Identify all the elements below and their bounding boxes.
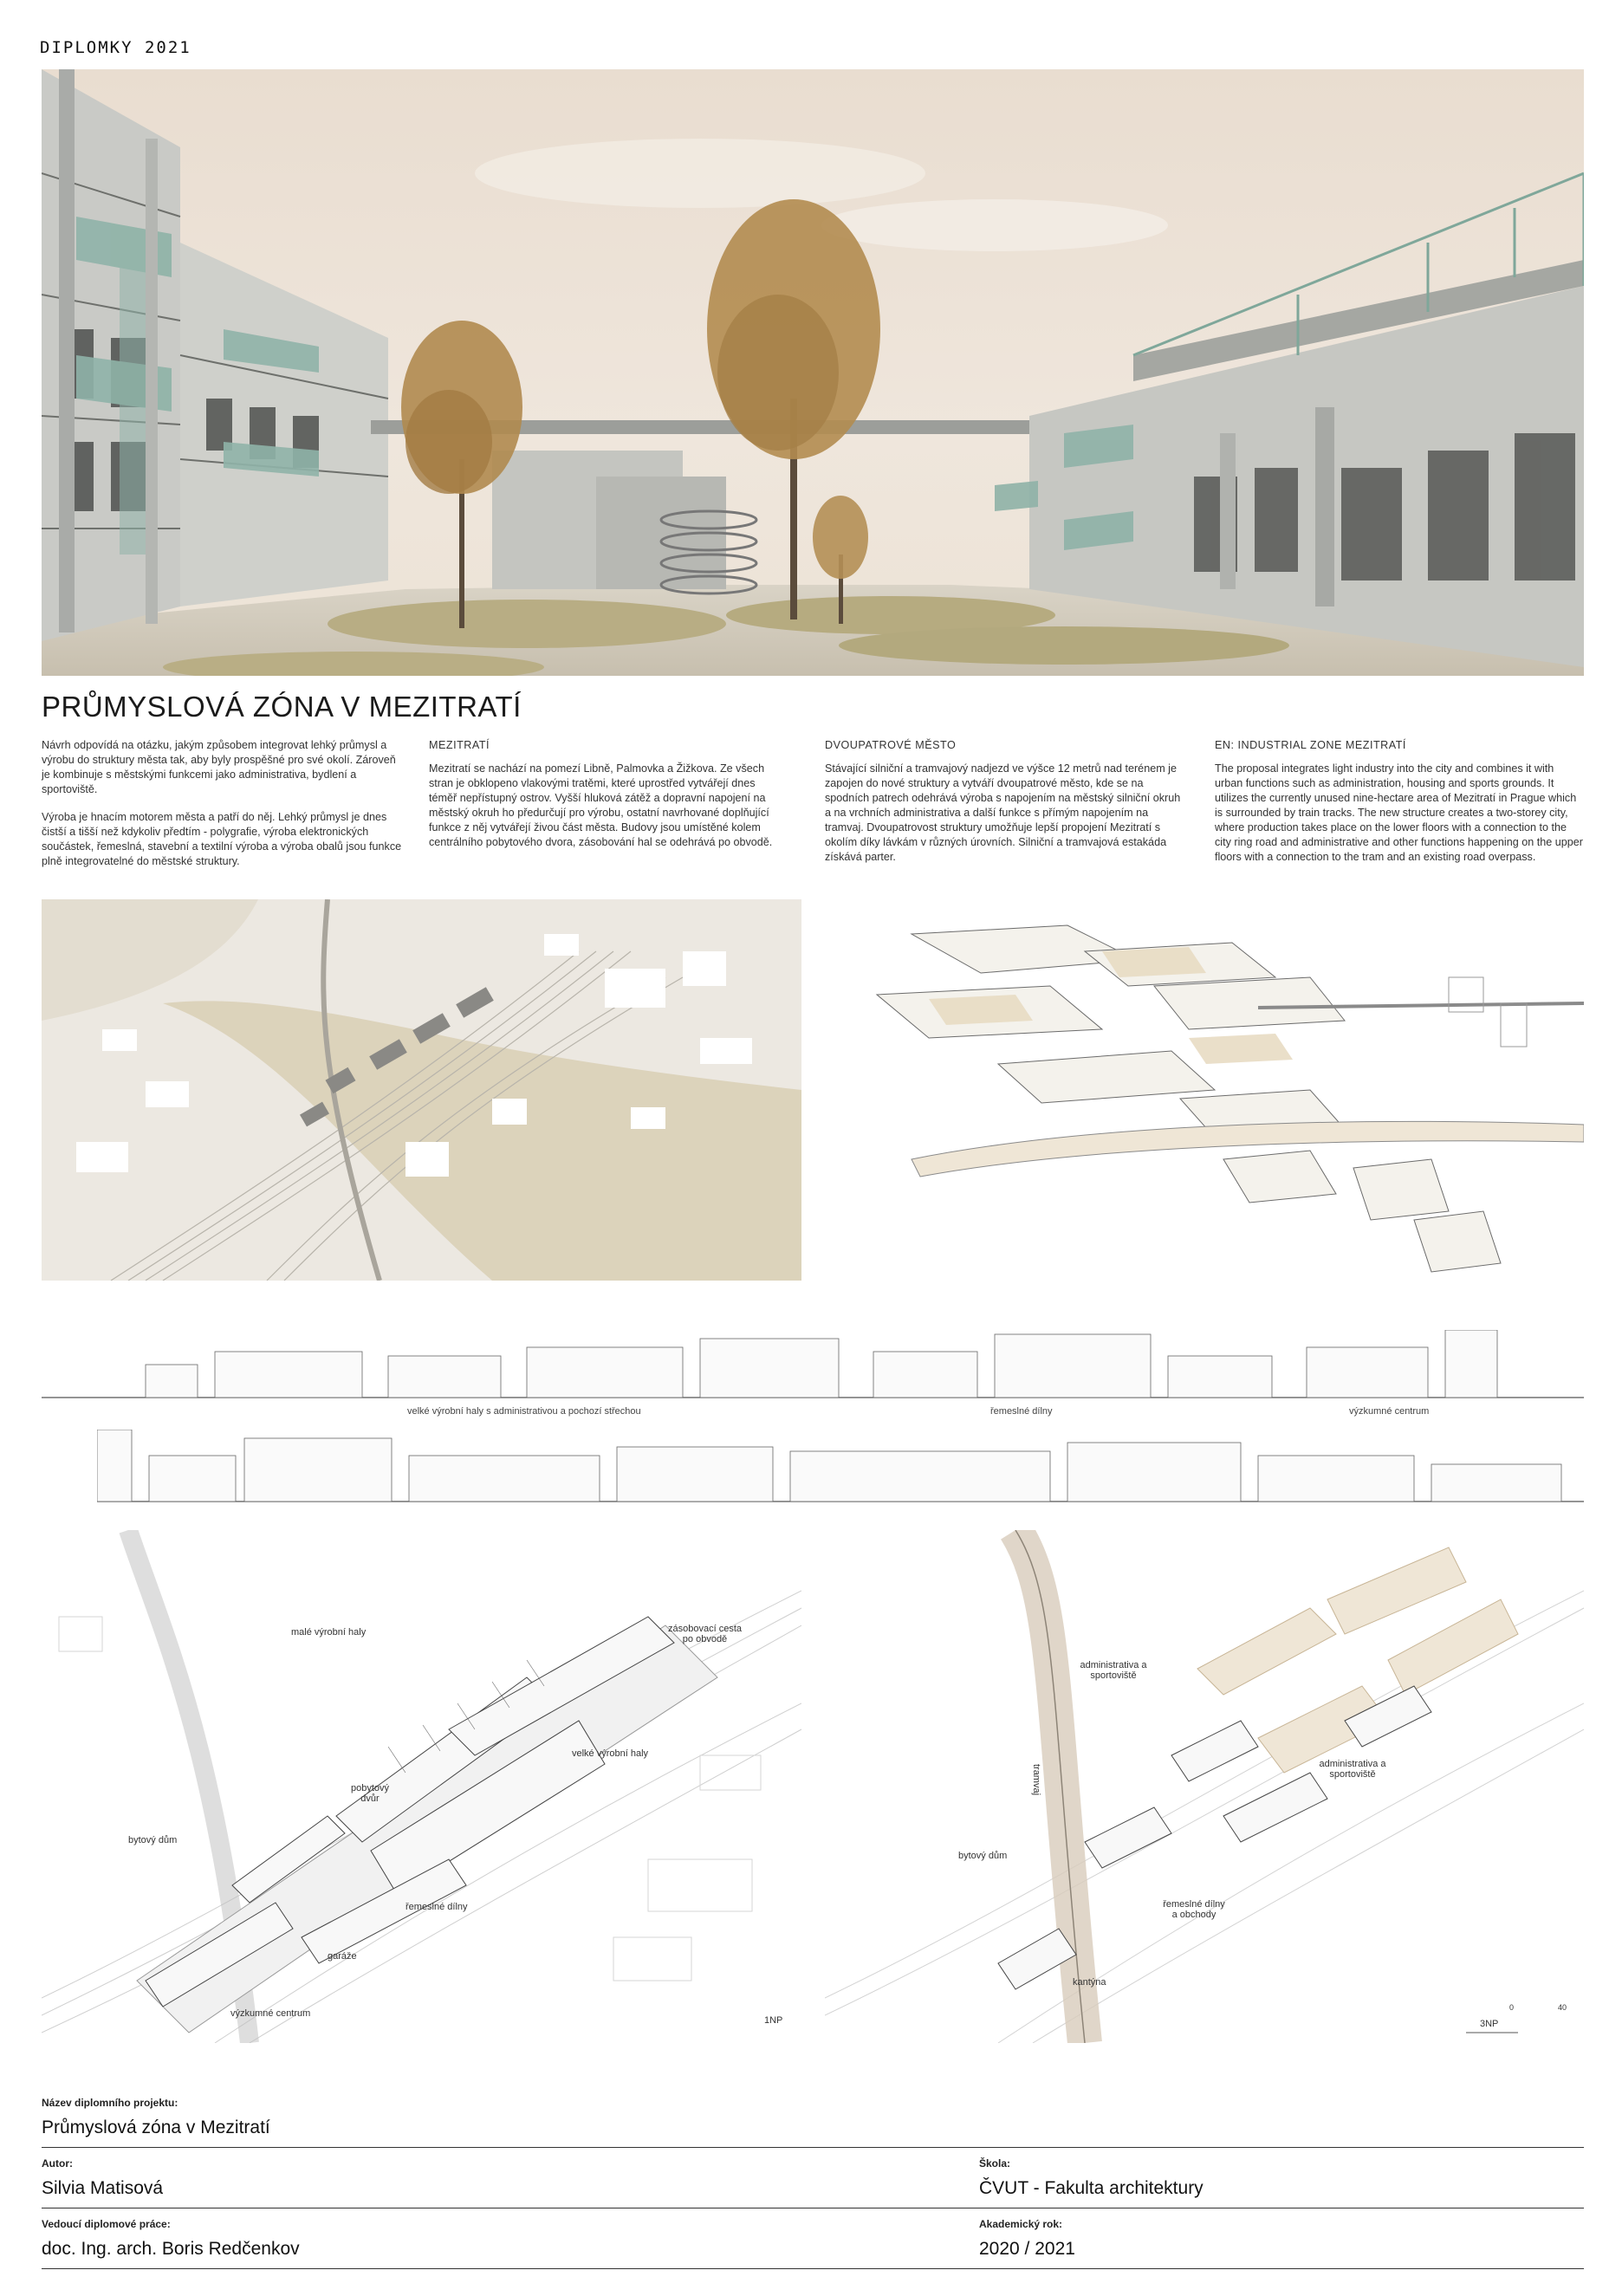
- footer-year-value: 2020 / 2021: [979, 2239, 1075, 2259]
- footer-supervisor-label: Vedoucí diplomové práce:: [42, 2218, 171, 2230]
- plan-1np-image: [42, 1530, 801, 2043]
- english-paragraph: The proposal integrates light industry into the city and combines it with urban functions such as administration, housing and sports grounds. It utilizes the currently unused nine-hectare area of Mezitratí in Prague which is surrounded by train tracks. The new structure creates a two-storey city, where production takes place on the lower floors with a connection to the city ring road and administrative and other functions happening on the upper floors with a connection to the tram and an existing road overpass.: [1215, 762, 1583, 863]
- footer-divider-1: [42, 2147, 1584, 2148]
- intro-paragraph-2: Výroba je hnacím motorem města a patří do něj. Lehký průmysl je dnes čistší a tišší než kdykoliv předtím - polygrafie, výroba elektronických součástek, řemeslná, stavební a textilní výroba a výroba obalů jsou funkce plně integrovatelné do městské struktury.: [42, 811, 402, 867]
- footer-divider-3: [42, 2268, 1584, 2269]
- axonometric-image: [825, 899, 1584, 1281]
- footer-school-value: ČVUT - Fakulta architektury: [979, 2178, 1204, 2198]
- english-heading: EN: INDUSTRIAL ZONE MEZITRATÍ: [1215, 739, 1406, 751]
- footer-project-value: Průmyslová zóna v Mezitratí: [42, 2118, 270, 2137]
- text-column-intro: [42, 738, 406, 882]
- footer-year-label: Akademický rok:: [979, 2218, 1063, 2230]
- footer-supervisor-value: doc. Ing. arch. Boris Redčenkov: [42, 2239, 300, 2259]
- plan1-label-velke-haly: velké výrobní haly: [572, 1748, 649, 1759]
- dvoupatrove-heading: DVOUPATROVÉ MĚSTO: [825, 739, 957, 751]
- plan2-label-tramvaj: tramvaj: [1031, 1763, 1042, 1796]
- plan1-label-zasobovaci-cesta: zásobovací cesta po obvodě: [668, 1624, 742, 1644]
- mezitrati-paragraph: Mezitratí se nachází na pomezí Libně, Palmovka a Žižkova. Ze všech stran je obklopeno vlakovými tratěmi, které uprostřed vytvářejí dnes téměř nepřístupný ostrov. Vyšší hluková zátěž a dopravní napojení na městský okruh ho předurčují pro výrobu, ostatní navrhované doplňující funkce z něj vytvářejí živou část města. Budovy jsou umístěné kolem centrálního pobytového dvora, zásobování hal se odehrává po obvodě.: [429, 762, 773, 848]
- footer-project-label: Název diplomního projektu:: [42, 2097, 178, 2109]
- header-label: DIPLOMKY 2021: [40, 38, 191, 57]
- plan1-label-pobytovy-dvur: pobytový dvůr: [350, 1783, 390, 1804]
- plan-3np-image: [825, 1530, 1584, 2043]
- plan1-label-bytovy-dum: bytový dům: [128, 1835, 178, 1845]
- section-label-velke-haly: velké výrobní haly s administrativou a pochozí střechou: [407, 1406, 641, 1417]
- section-elevation-top: [42, 1330, 1584, 1399]
- plan2-label-administrativa-2: administrativa a sportoviště: [1319, 1759, 1386, 1780]
- site-map-image: [42, 899, 801, 1281]
- section-label-remeslne-dilny: řemeslné dílny: [990, 1406, 1053, 1417]
- footer-school-label: Škola:: [979, 2157, 1011, 2170]
- plan2-scale-0: 0: [1509, 2003, 1515, 2012]
- text-column-english: [1215, 738, 1584, 878]
- plan1-floor-label: 1NP: [764, 2015, 783, 2026]
- hero-rendering: [42, 69, 1584, 676]
- plan1-label-vyzkumne-centrum: výzkumné centrum: [230, 2008, 311, 2019]
- project-title: PRŮMYSLOVÁ ZÓNA V MEZITRATÍ: [42, 691, 522, 723]
- plan2-label-remeslne-dilny: řemeslné dílny a obchody: [1163, 1899, 1225, 1920]
- plan1-label-remeslne-dilny: řemeslné dílny: [406, 1902, 468, 1912]
- plan2-floor-label: 3NP: [1480, 2019, 1499, 2029]
- plan1-label-garaze: garáže: [328, 1951, 357, 1962]
- mezitrati-heading: MEZITRATÍ: [429, 739, 490, 751]
- plan1-label-male-haly: malé výrobní haly: [291, 1627, 367, 1638]
- text-column-dvoupatrove: [825, 738, 1187, 878]
- plan2-label-bytovy-dum: bytový dům: [958, 1851, 1008, 1861]
- section-label-vyzkumne-centrum: výzkumné centrum: [1349, 1406, 1430, 1417]
- intro-paragraph-1: Návrh odpovídá na otázku, jakým způsobem integrovat lehký průmysl a výrobu do struktury města tak, aby byly prospěšné pro své okolí. Zároveň je kombinuje s městskými funkcemi jako administrativa, bydlení a sportoviště.: [42, 739, 396, 795]
- dvoupatrove-paragraph: Stávající silniční a tramvajový nadjezd ve výšce 12 metrů nad terénem je zapojen do nové struktury a vytváří dvoupatrové město, kde se na spodních patrech odehrává výroba s napojením na městský silniční okruh a na vrchních administrativa a další funkce s přímým napojením na tramvaj. Dvoupatrovost struktury umožňuje lepší propojení Mezitratí s okolím díky lávkám v různých úrovních. Silniční a tramvajová estakáda získává parter.: [825, 762, 1181, 863]
- plan2-scale-40: 40: [1558, 2003, 1567, 2012]
- footer-author-value: Silvia Matisová: [42, 2178, 164, 2198]
- plan2-label-administrativa-1: administrativa a sportoviště: [1080, 1660, 1147, 1681]
- courtyard-perspective-image: [42, 69, 1584, 676]
- text-column-mezitrati: [429, 738, 784, 863]
- plan2-label-kantyna: kantýna: [1073, 1977, 1106, 1988]
- section-elevation-bottom: [97, 1430, 1584, 1503]
- footer-author-label: Autor:: [42, 2157, 73, 2170]
